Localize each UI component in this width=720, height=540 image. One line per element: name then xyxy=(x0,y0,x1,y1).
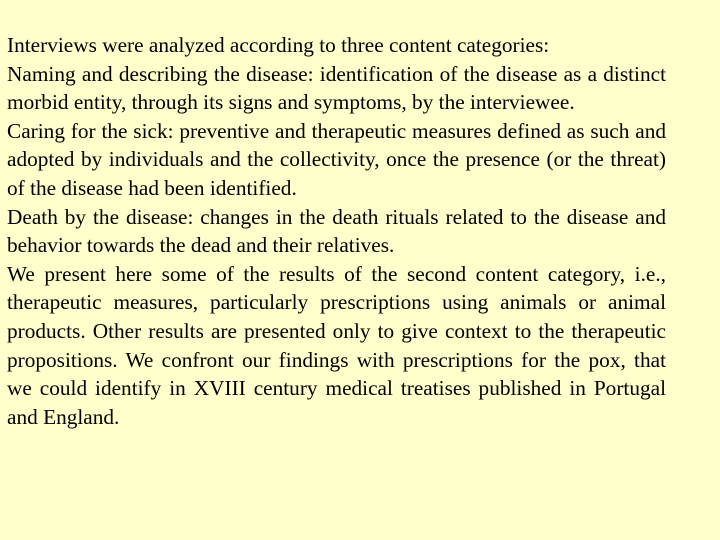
slide-body xyxy=(7,31,666,431)
category-death-paragraph: Death by the disease: changes in the death rituals related to the disease and behavior towards the dead and their relatives. xyxy=(7,204,666,258)
category-naming-paragraph: Naming and describing the disease: identification of the disease as a distinct morbid entity, through its signs and symptoms, by the interviewee. xyxy=(7,61,666,115)
results-paragraph: We present here some of the results of the second content category, i.e., therapeutic measures, particularly prescriptions using animals or animal products. Other results are presented only to give context to the therapeutic propositions. We confront our findings with prescriptions for the pox, that we could identify in XVIII century medical treatises published in Portugal and England. xyxy=(7,261,666,429)
intro-paragraph: Interviews were analyzed according to three content categories: xyxy=(7,33,550,57)
category-caring-paragraph: Caring for the sick: preventive and therapeutic measures defined as such and adopted by individuals and the collectivity, once the presence (or the threat) of the disease had been identified. xyxy=(7,118,666,200)
